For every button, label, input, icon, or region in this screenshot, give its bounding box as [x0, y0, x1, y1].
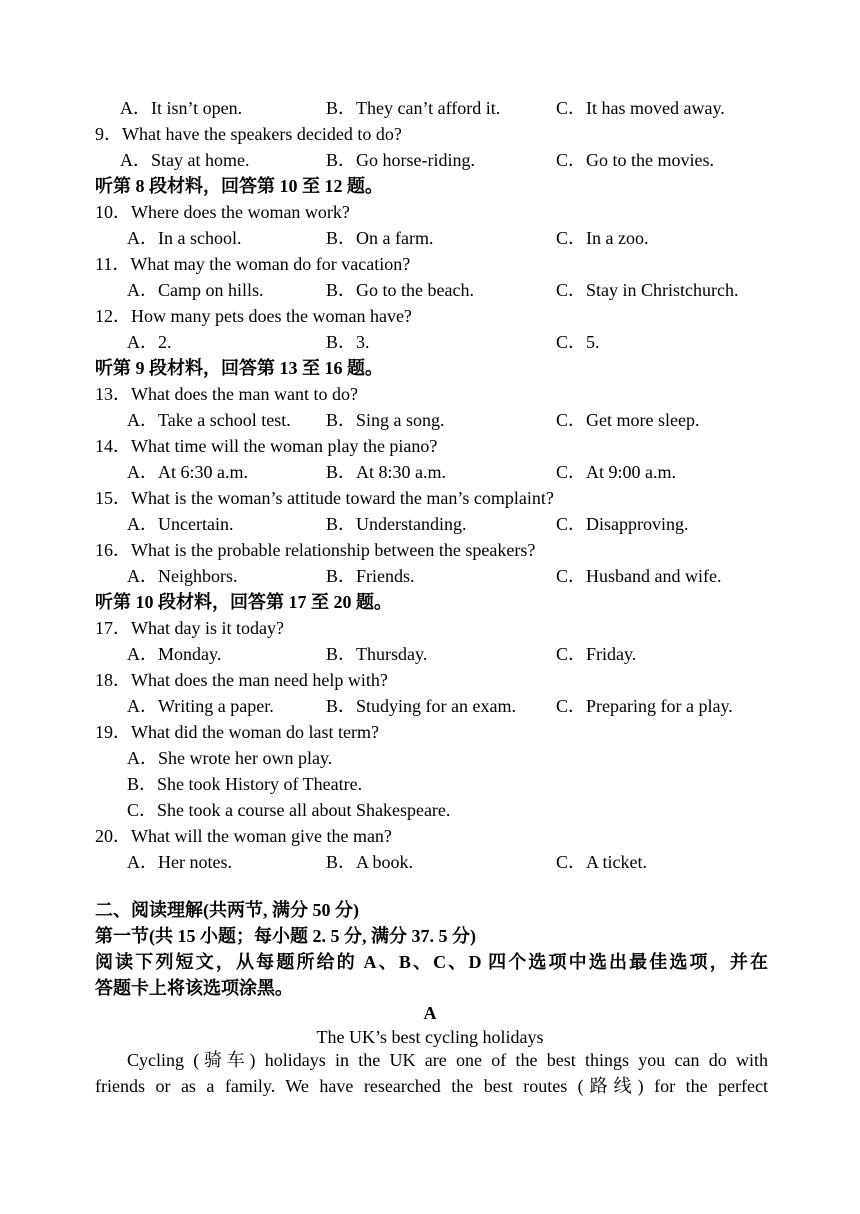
q9-option-a: A．Stay at home. [120, 150, 250, 170]
q17-option-c: C．Friday. [556, 644, 637, 664]
part2-subtitle: 第一节(共 15 小题；每小题 2. 5 分, 满分 37. 5 分) [95, 926, 476, 946]
q9-stem: 9．What have the speakers decided to do? [95, 124, 402, 144]
q8-option-a: A．It isn’t open. [120, 98, 243, 118]
q11-stem: 11．What may the woman do for vacation? [95, 254, 411, 274]
q16-stem: 16．What is the probable relationship between the speakers? [95, 540, 536, 560]
q12-option-c: C．5. [556, 332, 600, 352]
q11-option-c: C．Stay in Christchurch. [556, 280, 739, 300]
q10-stem: 10．Where does the woman work? [95, 202, 350, 222]
q14-stem: 14．What time will the woman play the piano? [95, 436, 438, 456]
q18-option-b: B．Studying for an exam. [326, 696, 516, 716]
q12-option-b: B．3. [326, 332, 370, 352]
q19-option-c: C．She took a course all about Shakespeare. [127, 800, 451, 820]
section-heading-8: 听第 8 段材料，回答第 10 至 12 题。 [95, 176, 383, 196]
section-heading-10: 听第 10 段材料，回答第 17 至 20 题。 [95, 592, 392, 612]
q13-option-a: A．Take a school test. [127, 410, 291, 430]
q13-option-b: B．Sing a song. [326, 410, 445, 430]
q20-option-a: A．Her notes. [127, 852, 232, 872]
q8-option-c: C．It has moved away. [556, 98, 725, 118]
q15-option-b: B．Understanding. [326, 514, 467, 534]
q8-option-b: B．They can’t afford it. [326, 98, 501, 118]
passage-line-2: friends or as a family. We have researched the best routes (路线) for the perfect [95, 1076, 768, 1096]
q19-option-b: B．She took History of Theatre. [127, 774, 363, 794]
q13-stem: 13．What does the man want to do? [95, 384, 358, 404]
q15-option-c: C．Disapproving. [556, 514, 689, 534]
q19-stem: 19．What did the woman do last term? [95, 722, 379, 742]
q15-stem: 15．What is the woman’s attitude toward the man’s complaint? [95, 488, 554, 508]
q20-option-c: C．A ticket. [556, 852, 647, 872]
q16-option-a: A．Neighbors. [127, 566, 238, 586]
q20-stem: 20．What will the woman give the man? [95, 826, 392, 846]
part2-instruction-line2: 答题卡上将该选项涂黑。 [95, 978, 293, 998]
q14-option-b: B．At 8:30 a.m. [326, 462, 446, 482]
part2-instruction-line1: 阅读下列短文，从每题所给的 A、B、C、D 四个选项中选出最佳选项，并在 [95, 952, 768, 972]
q10-option-c: C．In a zoo. [556, 228, 649, 248]
q16-option-c: C．Husband and wife. [556, 566, 722, 586]
q10-option-b: B．On a farm. [326, 228, 434, 248]
q18-stem: 18．What does the man need help with? [95, 670, 388, 690]
q17-option-b: B．Thursday. [326, 644, 428, 664]
q10-option-a: A．In a school. [127, 228, 242, 248]
q17-stem: 17．What day is it today? [95, 618, 284, 638]
q15-option-a: A．Uncertain. [127, 514, 234, 534]
passage-letter: A [423, 1003, 437, 1023]
q19-option-a: A．She wrote her own play. [127, 748, 333, 768]
q11-option-a: A．Camp on hills. [127, 280, 264, 300]
q18-option-c: C．Preparing for a play. [556, 696, 733, 716]
q12-stem: 12．How many pets does the woman have? [95, 306, 412, 326]
q9-option-b: B．Go horse-riding. [326, 150, 475, 170]
q18-option-a: A．Writing a paper. [127, 696, 274, 716]
q12-option-a: A．2. [127, 332, 172, 352]
q13-option-c: C．Get more sleep. [556, 410, 700, 430]
q16-option-b: B．Friends. [326, 566, 415, 586]
section-heading-9: 听第 9 段材料，回答第 13 至 16 题。 [95, 358, 383, 378]
passage-line-1: Cycling (骑车) holidays in the UK are one of the best things you can do with [127, 1050, 768, 1070]
q9-option-c: C．Go to the movies. [556, 150, 714, 170]
q20-option-b: B．A book. [326, 852, 414, 872]
q14-option-a: A．At 6:30 a.m. [127, 462, 248, 482]
part2-title: 二、阅读理解(共两节, 满分 50 分) [95, 900, 359, 920]
q17-option-a: A．Monday. [127, 644, 222, 664]
q14-option-c: C．At 9:00 a.m. [556, 462, 676, 482]
passage-title: The UK’s best cycling holidays [316, 1027, 544, 1047]
q11-option-b: B．Go to the beach. [326, 280, 474, 300]
